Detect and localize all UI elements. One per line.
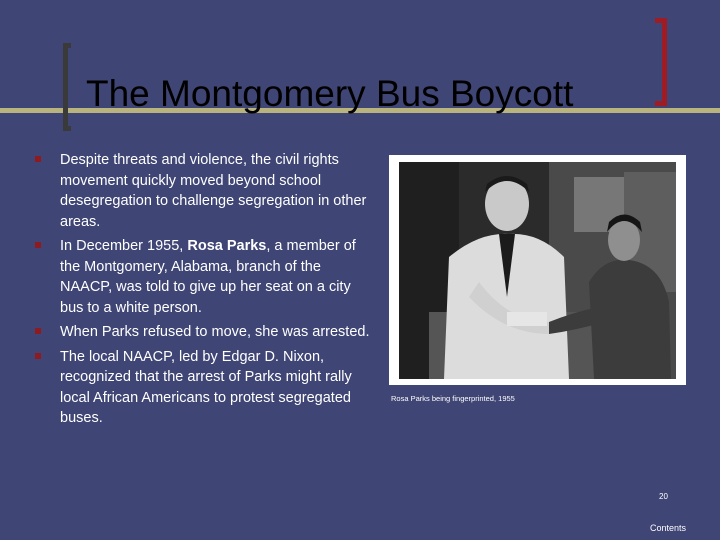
fingerprinting-photo (399, 162, 676, 379)
bullet-item (32, 347, 377, 429)
right-bracket-decoration (655, 18, 667, 106)
bullet-bold-text: Rosa Parks (187, 238, 267, 254)
photo-frame (389, 155, 686, 385)
bullet-square-icon (35, 242, 41, 248)
bullet-text: The local NAACP, led by Edgar D. Nixon, recognized that the arrest of Parks might rally local African Americans to protest segregated buses. (60, 348, 352, 426)
bullet-item (32, 322, 377, 343)
bullet-square-icon (35, 328, 41, 334)
bullet-square-icon (35, 156, 41, 162)
bullet-text-continued: , a member of the Montgomery, Alabama, branch of the NAACP, was told to give up her seat on a city bus to a white person. (60, 238, 356, 316)
bullet-square-icon (35, 353, 41, 359)
contents-link[interactable]: Contents (650, 523, 687, 533)
slide-title: The Montgomery Bus Boycott (86, 73, 574, 114)
bullet-list (32, 150, 377, 433)
bullet-text: Despite threats and violence, the civil rights movement quickly moved beyond school desegregation to challenge segregation in other areas. (60, 152, 367, 230)
bullet-text: In December 1955, (60, 238, 188, 254)
page-number: 20 (659, 492, 668, 501)
bullet-item (32, 236, 377, 318)
photo-caption: Rosa Parks being fingerprinted, 1955 (391, 394, 515, 403)
bullet-text: When Parks refused to move, she was arrested. (60, 324, 370, 340)
left-bracket-decoration (63, 43, 71, 131)
bullet-item (32, 150, 377, 232)
